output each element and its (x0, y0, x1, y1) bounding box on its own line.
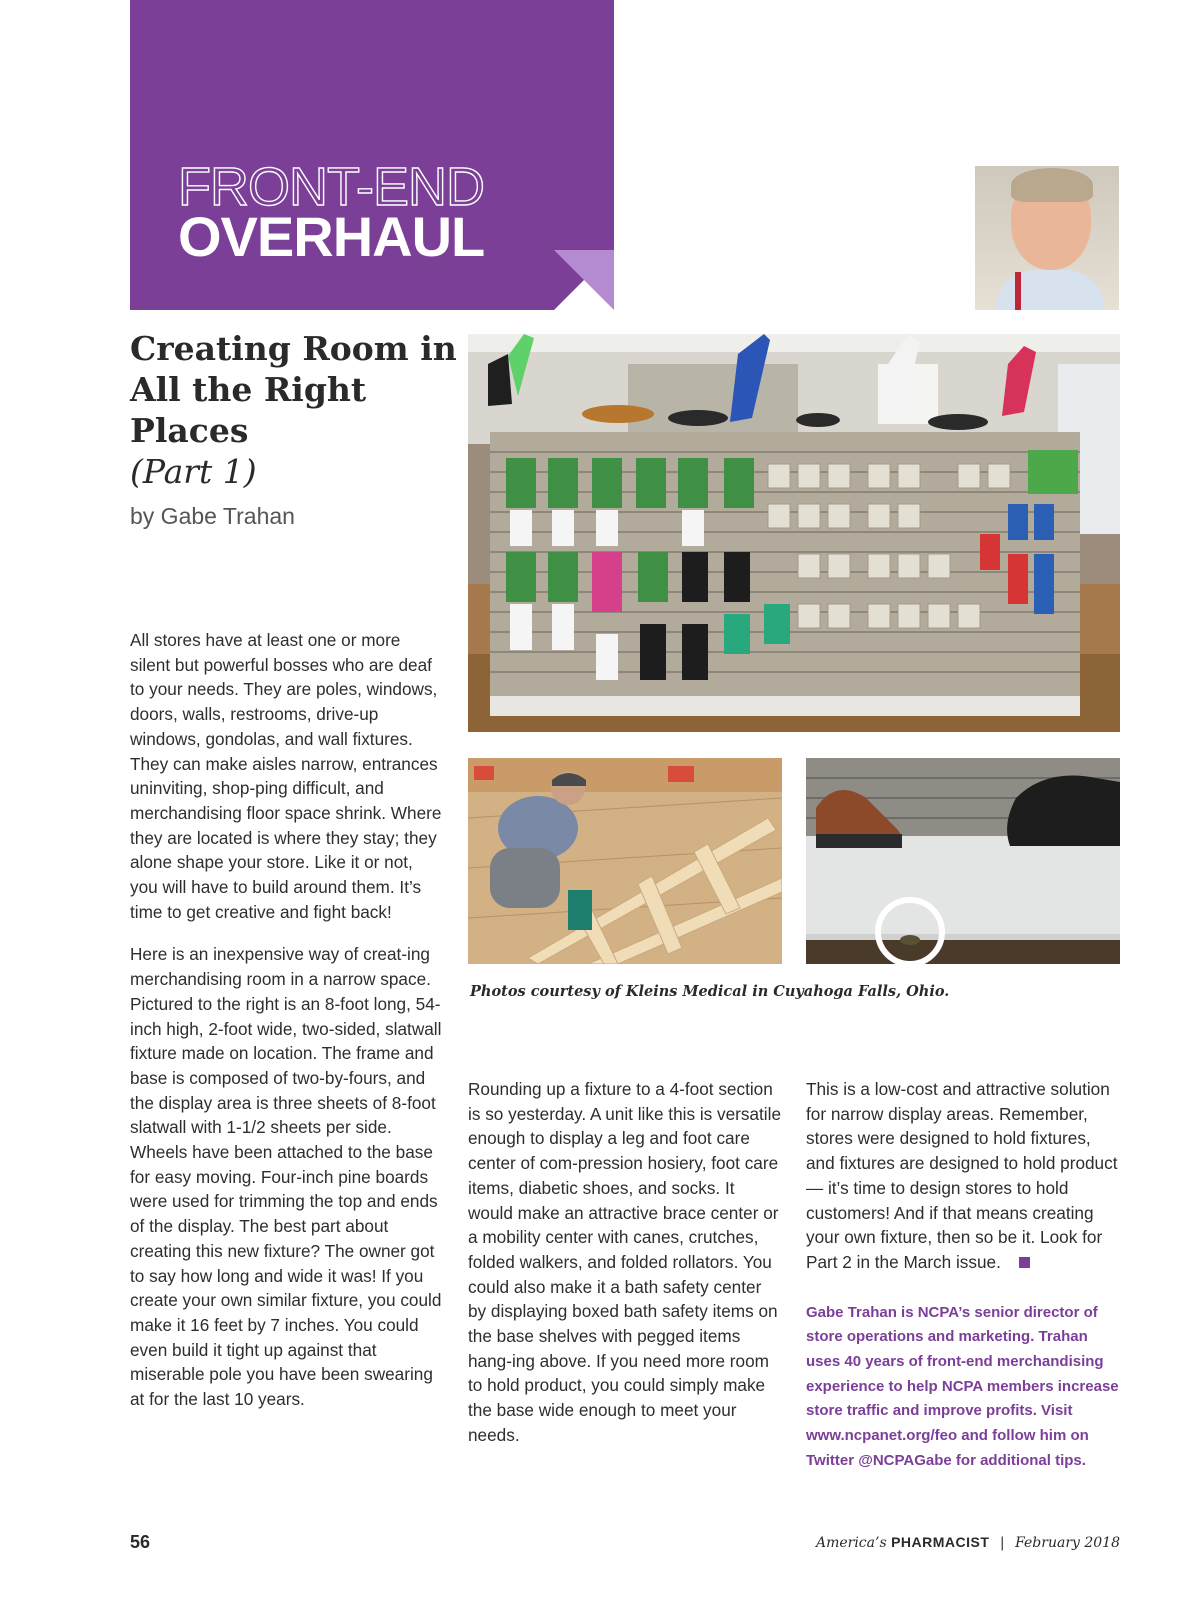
body-paragraph-4: This is a low-cost and attractive solution for narrow display areas. Remember, stores were designed to hold fixtures, and fixtures are designed to hold product — it’s time to design stores to hold customers! And if that means creating your own fixture, then so be it. Look for Part 2 in the March issue. (806, 1079, 1118, 1272)
kicker-line-2: OVERHAUL (178, 205, 485, 268)
photo-caption: Photos courtesy of Kleins Medical in Cuyahoga Falls, Ohio. (470, 983, 950, 1000)
publication-footer (816, 1534, 1120, 1551)
body-column-2 (468, 1077, 784, 1466)
headshot-lanyard (1015, 272, 1021, 310)
section-kicker (178, 157, 485, 268)
end-of-article-mark (1019, 1257, 1030, 1268)
photo-building-fixture (468, 758, 782, 964)
kicker-line-1: FRONT-END (178, 157, 484, 217)
author-bio: Gabe Trahan is NCPA’s senior director of store operations and marketing. Trahan uses 40 years of front-end merchandising experience to help NCPA members increase store traffic and improve profits. Visit www.ncpanet.org/feo and follow him on Twitter @NCPAGabe for additional tips. (806, 1303, 1119, 1469)
body-paragraph-1: All stores have at least one or more silent but powerful bosses who are deaf to your needs. They are poles, windows, doors, walls, restrooms, drive-up windows, gondolas, and wall fixtures. They can make aisles narrow, entrances uninviting, shop-ping difficult, and merchandising floor space shrink. Where they are located is where they stay; they alone shape your store. Like it or not, you will have to build around them. It’s time to get creative and fight back! (130, 630, 442, 922)
footer-separator: | (999, 1535, 1005, 1551)
slatwall-photo-illustration (468, 334, 1120, 732)
shoes-photo-illustration (806, 758, 1120, 964)
body-paragraph-3: Rounding up a fixture to a 4-foot section is so yesterday. A unit like this is versatile enough to display a leg and foot care center of com-pression hosiery, foot care items, diabetic shoes, and socks. It would make an attractive brace center or a mobility center with canes, crutches, folded walkers, and folded rollators. You could also make it a bath safety center by displaying boxed bath safety items on the base shelves with pegged items hang-ing above. If you need more room to hold product, you could simply make the base wide enough to meet your needs. (468, 1079, 782, 1445)
photo-shoes-wheel (806, 758, 1120, 964)
publication-name: PHARMACIST (891, 1534, 990, 1550)
building-photo-illustration (468, 758, 782, 964)
headshot-hair (1011, 168, 1093, 202)
article-title-part: (Part 1) (130, 452, 257, 491)
section-banner (130, 0, 614, 310)
article-byline: by Gabe Trahan (130, 503, 295, 529)
body-paragraph-4-wrap (806, 1077, 1122, 1275)
article-title: Creating Room in All the Right Places (130, 329, 457, 450)
issue-date: February 2018 (1015, 1535, 1120, 1551)
article-title-block (130, 328, 460, 492)
photo-slatwall-fixture (468, 334, 1120, 732)
body-column-1 (130, 628, 442, 1430)
banner-fold-corner (554, 250, 614, 310)
page-number: 56 (130, 1532, 151, 1552)
author-headshot (975, 166, 1119, 310)
headshot-shirt (995, 270, 1105, 310)
body-paragraph-2: Here is an inexpensive way of creat-ing merchandising room in a narrow space. Pictured to the right is an 8-foot long, 54-inch high, 2-foot wide, two-sided, slatwall fixture made on location. The frame and base is composed of two-by-fours, and the display area is three sheets of 8-foot slatwall with 1-1/2 sheets per side. Wheels have been attached to the base for easy moving. Four-inch pine boards were used for trimming the top and ends of the display. The best part about creating this new fixture? The owner got to say how long and wide it was! If you create your own similar fixture, you could make it 16 feet by 7 inches. You could even build it tight up against that miserable pole you have been swearing at for the last 10 years. (130, 944, 442, 1410)
publication-prefix: America’s (815, 1535, 887, 1551)
body-column-3 (806, 1077, 1122, 1474)
